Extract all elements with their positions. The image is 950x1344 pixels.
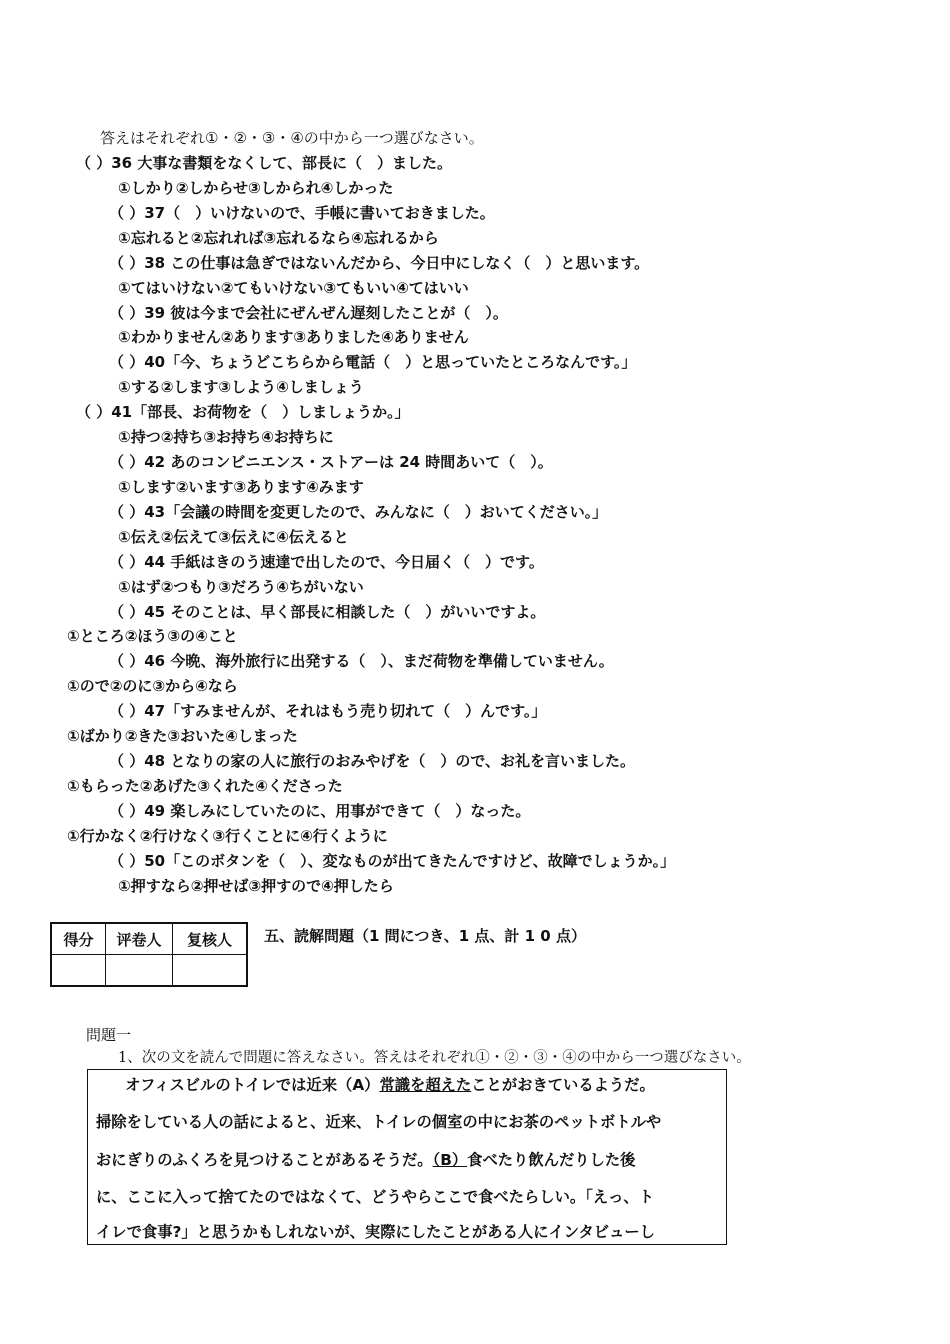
reviewer-cell[interactable] [173, 955, 248, 987]
question-50: （ ）50「このボタンを（ ）、変なものが出てきたんですけど、故障でしょうか。」 [109, 852, 676, 870]
options-42: ①します②います③あります④みます [118, 478, 364, 496]
grader-header: 评卷人 [106, 923, 173, 955]
options-48: ①もらった②あげた③くれた④くださった [67, 777, 343, 795]
options-43: ①伝え②伝えて③伝えに④伝えると [118, 528, 349, 546]
question-49: （ ）49 楽しみにしていたのに、用事ができて（ ）なった。 [109, 802, 531, 820]
options-37: ①忘れると②忘れれば③忘れるなら④忘れるから [118, 229, 439, 247]
passage-line-3 [96, 1150, 635, 1170]
underlined-phrase-a: 常識を超えた [379, 1076, 472, 1094]
question-47: （ ）47「すみませんが、それはもう売り切れて（ ）んです。」 [109, 702, 547, 720]
reviewer-header: 复核人 [173, 923, 248, 955]
question-36: （ ）36 大事な書類をなくして、部長に（ ）ました。 [76, 154, 453, 172]
passage-text: 食べたり飲んだりした後 [467, 1151, 636, 1169]
options-47: ①ばかり②きた③おいた④しまった [67, 727, 298, 745]
grader-cell[interactable] [106, 955, 173, 987]
question-46: （ ）46 今晩、海外旅行に出発する（ ）、まだ荷物を準備していません。 [109, 652, 614, 670]
section-title: 五、読解問題（1 問につき、1 点、計 1 0 点） [264, 927, 586, 945]
options-36: ①しかり②しからせ③しかられ④しかった [118, 179, 394, 197]
passage-text: おにぎりのふくろを見つけることがあるそうだ。 [96, 1151, 433, 1169]
options-50: ①押すなら②押せば③押すので④押したら [118, 877, 394, 895]
question-42: （ ）42 あのコンビニエンス・ストアーは 24 時間あいて（ ）。 [109, 453, 553, 471]
question-38: （ ）38 この仕事は急ぎではないんだから、今日中にしなく（ ）と思います。 [109, 254, 650, 272]
question-43: （ ）43「会議の時間を変更したので、みんなに（ ）おいてください。」 [109, 503, 608, 521]
reading-passage [87, 1069, 727, 1245]
options-38: ①てはいけない②てもいけない③てもいい④てはいい [118, 279, 469, 297]
question-44: （ ）44 手紙はきのう速達で出したので、今日届く（ ）です。 [109, 553, 544, 571]
passage-line-5: イレで食事?」と思うかもしれないが、実際にしたことがある人にインタビューし [96, 1223, 655, 1241]
question-40: （ ）40「今、ちょうどこちらから電話（ ）と思っていたところなんです。」 [109, 353, 637, 371]
score-header: 得分 [51, 923, 106, 955]
options-44: ①はず②つもり③だろう④ちがいない [118, 578, 364, 596]
instruction: 答えはそれぞれ①・②・③・④の中から一つ選びなさい。 [100, 129, 484, 147]
options-46: ①ので②のに③から④なら [67, 677, 238, 695]
passage-line-2: 掃除をしている人の話によると、近来、トイレの個室の中にお茶のペットボトルや [96, 1113, 662, 1131]
score-table [50, 922, 248, 987]
options-45: ①ところ②ほう③の④こと [67, 627, 238, 645]
options-49: ①行かなく②行けなく③行くことに④行くように [67, 827, 388, 845]
passage-line-1 [110, 1075, 655, 1095]
options-40: ①する②します③しよう④しましょう [118, 378, 364, 396]
mondai-1-instruction: 1、次の文を読んで問題に答えなさい。答えはそれぞれ①・②・③・④の中から一つ選びなさい。 [118, 1050, 751, 1066]
passage-line-4: に、ここに入って捨てたのではなくて、どうやらここで食べたらしい。「えっ、ト [96, 1188, 655, 1206]
passage-text: オフィスビルのトイレでは近来 [110, 1076, 338, 1094]
options-41: ①持つ②持ち③お持ち④お持ちに [118, 428, 334, 446]
options-39: ①わかりません②あります③ありました④ありません [118, 328, 469, 346]
blank-b-label: （B） [432, 1151, 468, 1169]
passage-text: ことがおきているようだ。 [471, 1076, 655, 1094]
mondai-1-label: 問題一 [86, 1026, 132, 1044]
question-48: （ ）48 となりの家の人に旅行のおみやげを（ ）ので、お礼を言いました。 [109, 752, 636, 770]
question-45: （ ）45 そのことは、早く部長に相談した（ ）がいいですよ。 [109, 603, 546, 621]
score-cell[interactable] [51, 955, 106, 987]
blank-a-label: （A） [337, 1076, 380, 1094]
question-39: （ ）39 彼は今まで会社にぜんぜん遅刻したことが（ ）。 [109, 304, 508, 322]
question-41: （ ）41「部長、お荷物を（ ）しましょうか。」 [76, 403, 410, 421]
question-37: （ ）37（ ）いけないので、手帳に書いておきました。 [109, 204, 495, 222]
